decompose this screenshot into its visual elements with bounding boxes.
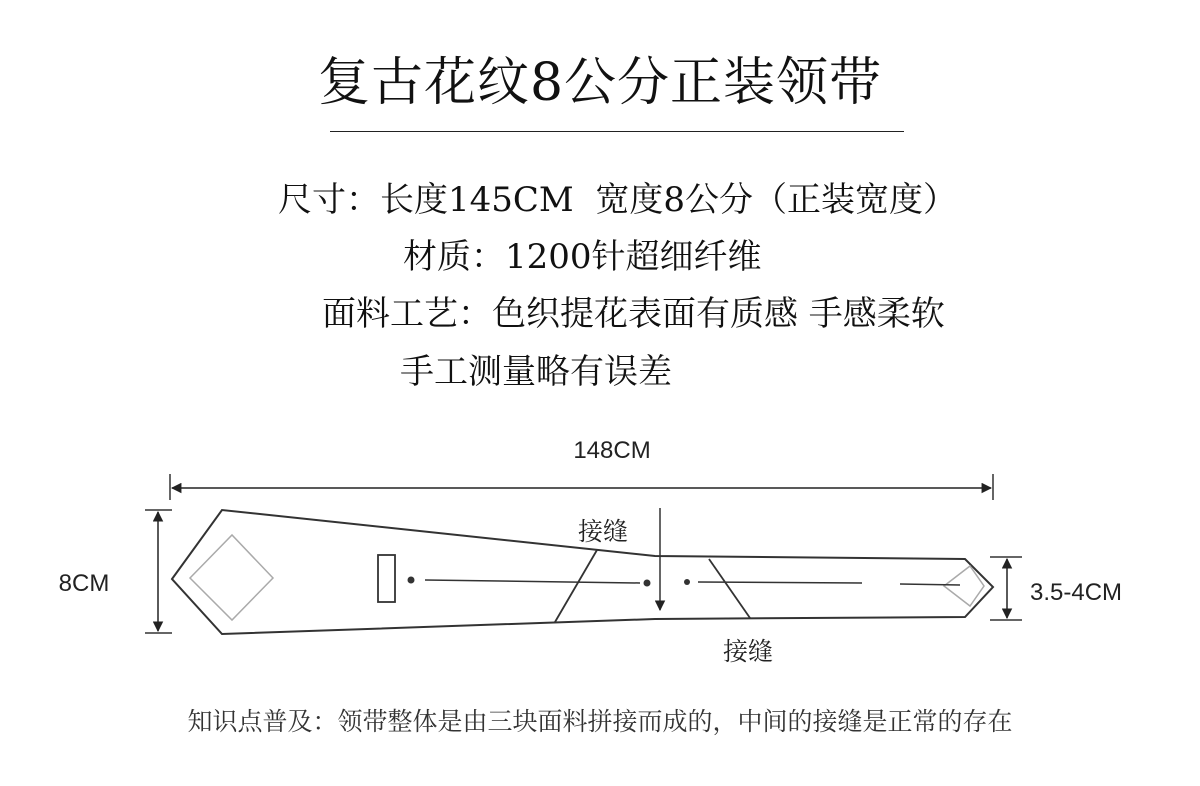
tip-width-label: 3.5-4CM — [1030, 579, 1123, 606]
tip-width-dimension — [990, 557, 1122, 620]
footer-tip: 知识点普及：领带整体是由三块面料拼接而成的，中间的接缝是正常的存在 — [187, 707, 1013, 736]
center-dot-1 — [408, 577, 415, 584]
page-title: 复古花纹8公分正装领带 — [317, 53, 883, 113]
center-dot-3 — [684, 579, 690, 585]
center-dot-2 — [644, 580, 651, 587]
joint-seam-2 — [709, 559, 750, 618]
joint-seam-1 — [555, 550, 597, 622]
width-label: 8CM — [58, 570, 110, 597]
length-dimension — [170, 437, 993, 500]
spec-material: 材质：1200针超细纤维 — [403, 237, 762, 277]
seam-label-top: 接缝 — [577, 518, 629, 546]
keeper-loop — [378, 555, 395, 602]
length-label: 148CM — [573, 437, 651, 464]
width-dimension — [59, 510, 172, 633]
spec-note: 手工测量略有误差 — [400, 352, 672, 392]
wide-tip-stitching — [190, 535, 273, 620]
seam-label-bottom: 接缝 — [722, 638, 774, 666]
spec-craft: 面料工艺：色织提花表面有质感 手感柔软 — [322, 294, 945, 334]
spec-size: 尺寸：长度145CM 宽度8公分（正装宽度） — [278, 180, 957, 220]
